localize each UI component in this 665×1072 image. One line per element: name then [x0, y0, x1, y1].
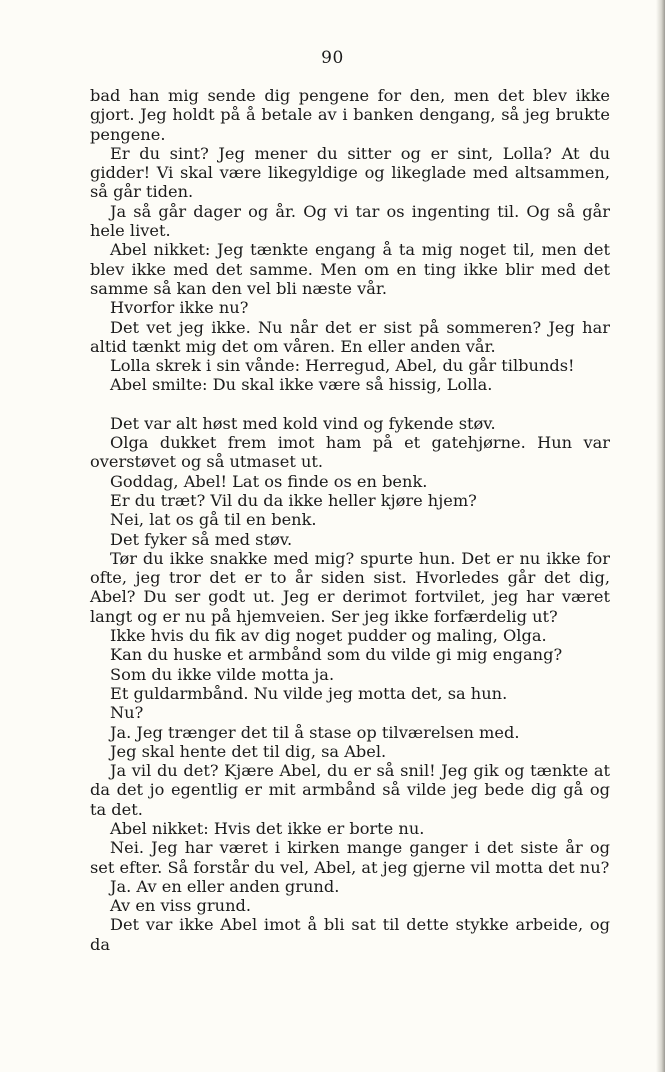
- paragraph: Nu?: [110, 703, 144, 723]
- paragraph: Abel smilte: Du skal ikke være så hissig, Lolla.: [110, 375, 493, 395]
- paragraph: Tør du ikke snakke med mig? spurte hun. Det er nu ikke for ofte, jeg tror det er to år siden sist. Hvorledes går det dig, Abel? Du ser godt ut. Jeg er derimot fortvilet, jeg har været langt og er nu på hjemveien. Ser jeg ikke forfærdelig ut?: [90, 548, 610, 626]
- paragraph: Ja. Jeg trænger det til å stase op tilværelsen med.: [110, 722, 520, 742]
- paragraph: Abel nikket: Jeg tænkte engang å ta mig noget til, men det blev ikke med det samme. Men om en ting ikke blir med det samme så kan den vel bli næste vår.: [90, 240, 610, 298]
- paragraph: Abel nikket: Hvis det ikke er borte nu.: [110, 818, 425, 838]
- paragraph: Ikke hvis du fik av dig noget pudder og maling, Olga.: [110, 626, 547, 646]
- paragraph: bad han mig sende dig pengene for den, men det blev ikke gjort. Jeg holdt på å betale av i banken dengang, så jeg brukte pengene.: [90, 86, 610, 144]
- paragraph: Jeg skal hente det til dig, sa Abel.: [110, 741, 387, 761]
- paragraph: Kan du huske et armbånd som du vilde gi mig engang?: [110, 645, 563, 665]
- paragraph: Nei, lat os gå til en benk.: [110, 510, 317, 530]
- paragraph: Hvorfor ikke nu?: [110, 298, 249, 318]
- paragraph: Som du ikke vilde motta ja.: [110, 664, 335, 684]
- paragraph: Det var alt høst med kold vind og fykende støv.: [110, 413, 496, 433]
- paragraph: Ja vil du det? Kjære Abel, du er så snil! Jeg gik og tænkte at da det jo egentlig er mit armbånd så vilde jeg bede dig gå og ta det.: [90, 761, 610, 819]
- paragraph: Det fyker så med støv.: [110, 529, 293, 549]
- paragraph: Goddag, Abel! Lat os finde os en benk.: [110, 471, 428, 491]
- page-number: 90: [321, 48, 344, 68]
- paragraph: Lolla skrek i sin vånde: Herregud, Abel, du går tilbunds!: [110, 356, 575, 376]
- paragraph: Nei. Jeg har været i kirken mange ganger i det siste år og set efter. Så forstår du vel, Abel, at jeg gjerne vil motta det nu?: [90, 838, 610, 877]
- paragraph: Ja. Av en eller anden grund.: [110, 876, 340, 896]
- paragraph: Et guldarmbånd. Nu vilde jeg motta det, sa hun.: [110, 683, 508, 703]
- section-break: [90, 395, 610, 414]
- paragraph: Det var ikke Abel imot å bli sat til dette stykke arbeide, og da: [90, 915, 610, 954]
- body-text: [90, 86, 610, 954]
- paragraph: Det vet jeg ikke. Nu når det er sist på sommeren? Jeg har altid tænkt mig det om våren. En eller anden vår.: [90, 317, 610, 356]
- page-edge-shadow: [656, 0, 665, 1072]
- paragraph: Ja så går dager og år. Og vi tar os ingenting til. Og så går hele livet.: [90, 201, 610, 241]
- paragraph: Er du træt? Vil du da ikke heller kjøre hjem?: [110, 490, 477, 510]
- paragraph: Olga dukket frem imot ham på et gatehjørne. Hun var overstøvet og så utmaset ut.: [90, 433, 610, 472]
- paragraph: Er du sint? Jeg mener du sitter og er sint, Lolla? At du gidder! Vi skal være likegyldige og likeglade med altsammen, så går tiden.: [90, 143, 610, 202]
- paragraph: Av en viss grund.: [110, 896, 252, 916]
